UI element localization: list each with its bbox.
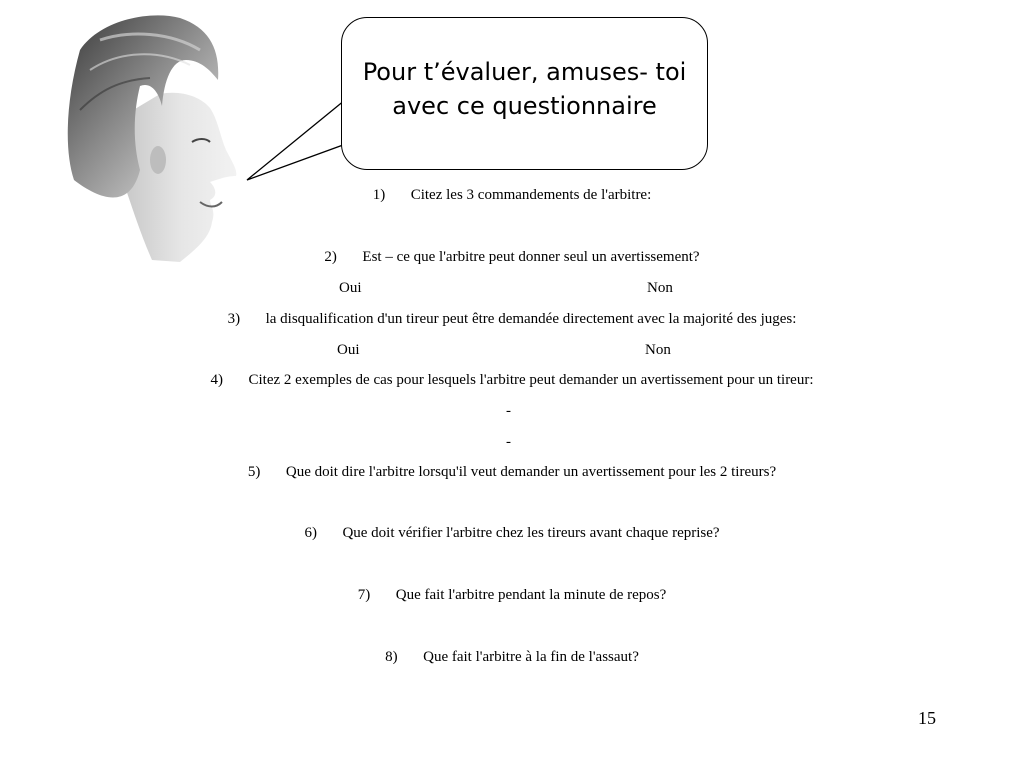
- question-text: la disqualification d'un tireur peut être demandée directement avec la majorité des juges:: [265, 311, 797, 327]
- question-5: [0, 463, 1024, 481]
- bubble-line-2: avec ce questionnaire: [392, 91, 657, 120]
- question-text: Que fait l'arbitre à la fin de l'assaut?: [423, 649, 639, 665]
- question-2: [0, 248, 1024, 266]
- question-number: 2): [324, 249, 337, 265]
- answer-non: Non: [645, 342, 671, 358]
- question-text: Que fait l'arbitre pendant la minute de repos?: [395, 587, 667, 603]
- page-number: 15: [918, 708, 936, 728]
- question-text: Est – ce que l'arbitre peut donner seul un avertissement?: [362, 249, 700, 265]
- question-text: Citez 2 exemples de cas pour lesquels l'arbitre peut demander un avertissement pour un tireur:: [248, 372, 814, 388]
- question-text: Que doit dire l'arbitre lorsqu'il veut demander un avertissement pour les 2 tireurs?: [285, 464, 777, 480]
- answer-non: Non: [647, 280, 673, 296]
- question-number: 5): [247, 464, 261, 480]
- question-6: [0, 524, 1024, 542]
- speech-bubble: [341, 17, 708, 170]
- question-text: Que doit vérifier l'arbitre chez les tireurs avant chaque reprise?: [342, 525, 720, 541]
- question-4: [0, 371, 1024, 389]
- question-text: Citez les 3 commandements de l'arbitre:: [410, 187, 652, 203]
- bubble-text: [355, 55, 695, 123]
- question-number: 8): [385, 649, 398, 665]
- answer-oui: Oui: [339, 280, 362, 296]
- question-7: [0, 586, 1024, 604]
- answer-dash: -: [506, 434, 511, 450]
- question-number: 3): [227, 311, 241, 327]
- question-number: 1): [372, 187, 386, 203]
- woman-head-illustration: [60, 10, 250, 270]
- question-8: [0, 648, 1024, 666]
- answer-dash: -: [506, 403, 511, 419]
- answer-oui: Oui: [337, 342, 360, 358]
- question-number: 4): [210, 372, 223, 388]
- question-1: [0, 186, 1024, 204]
- bubble-line-1: Pour t’évaluer, amuses- toi: [362, 57, 687, 86]
- question-number: 6): [304, 525, 317, 541]
- question-number: 7): [357, 587, 371, 603]
- question-3: [0, 310, 1024, 328]
